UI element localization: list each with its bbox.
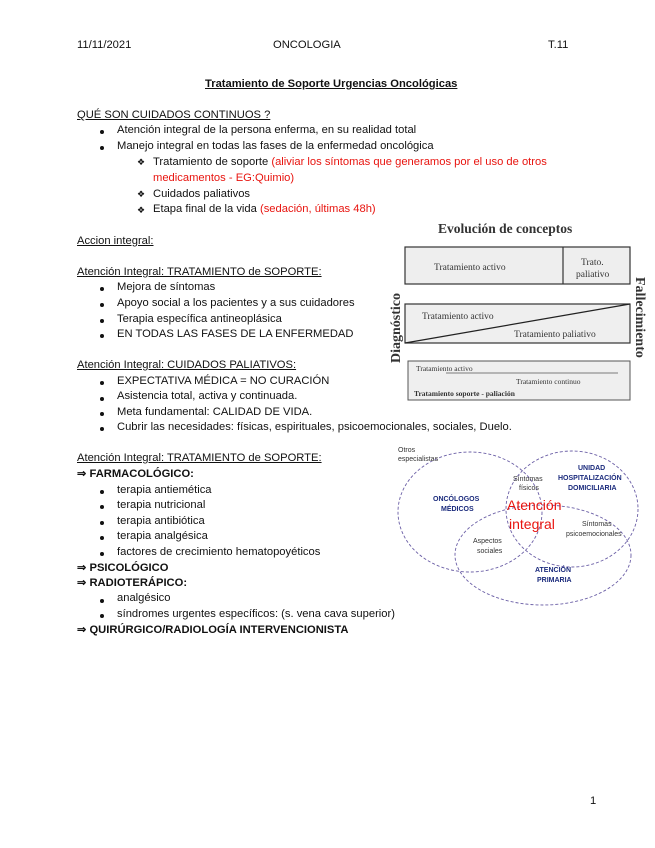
venn-oncologos: ONCÓLOGOS (433, 496, 480, 503)
sub-list-item: Cuidados paliativos (153, 188, 251, 200)
diagnostico-label: Diagnóstico (389, 293, 404, 363)
bullet (100, 536, 104, 540)
list-item: terapia analgésica (117, 530, 208, 542)
bullet (100, 130, 104, 134)
list-item: factores de crecimiento hematopoyéticos (117, 546, 321, 558)
bullet (100, 397, 104, 401)
bullet (100, 599, 104, 603)
bullet (100, 505, 104, 509)
psicologico-heading: ⇒ PSICOLÓGICO (77, 562, 169, 574)
box2-label-activo: Tratamiento activo (422, 312, 494, 322)
venn-otros: Otros (398, 447, 416, 454)
venn-psico-1: Síntomas (582, 521, 612, 528)
bullet (100, 412, 104, 416)
bullet (100, 319, 104, 323)
venn-unidad-3: DOMICILIARIA (568, 485, 617, 492)
venn-medicos: MÉDICOS (441, 506, 474, 513)
list-item: EXPECTATIVA MÉDICA = NO CURACIÓN (117, 375, 330, 387)
venn-integral: integral (509, 516, 555, 532)
header-subject: ONCOLOGIA (273, 39, 341, 51)
list-item: analgésico (117, 592, 171, 604)
list-item: Meta fundamental: CALIDAD DE VIDA. (117, 406, 313, 418)
box3-label-soporte: Tratamiento soporte - paliación (414, 389, 515, 398)
bullet (100, 287, 104, 291)
box1-label-activo: Tratamiento activo (434, 263, 506, 273)
venn-primaria-1: ATENCIÓN (535, 567, 572, 574)
venn-unidad-1: UNIDAD (578, 465, 606, 472)
bullet (100, 521, 104, 525)
box1-label-paliativo-1: Trato. (581, 258, 604, 268)
diamond-bullet-icon: ❖ (137, 157, 146, 167)
venn-aspectos-2: sociales (477, 548, 503, 555)
accion-integral-heading: Accion integral: (77, 235, 154, 247)
farmacologico-heading: ⇒ FARMACOLÓGICO: (77, 468, 194, 480)
quirurgico-heading: ⇒ QUIRÚRGICO/RADIOLOGÍA INTERVENCIONISTA (77, 624, 349, 636)
bullet (100, 614, 104, 618)
diamond-bullet-icon: ❖ (137, 189, 146, 199)
list-item: Asistencia total, activa y continuada. (117, 390, 298, 402)
bullet (100, 427, 104, 431)
list-item: síndromes urgentes específicos: (s. vena cava superior) (117, 608, 395, 620)
list-item: EN TODAS LAS FASES DE LA ENFERMEDAD (117, 328, 354, 340)
venn-unidad-2: HOSPITALIZACIÓN (558, 475, 622, 482)
list-item: terapia antiemética (117, 484, 212, 496)
list-item: Apoyo social a los pacientes y a sus cuidadores (117, 297, 355, 309)
box2-label-paliativo: Tratamiento paliativo (514, 330, 596, 340)
bullet (100, 381, 104, 385)
list-item: terapia nutricional (117, 499, 206, 511)
bullet (100, 334, 104, 338)
box3-label-continuo: Tratamiento continuo (516, 377, 581, 386)
section-cuidados-continuos-heading: QUÉ SON CUIDADOS CONTINUOS ? (77, 109, 271, 121)
box1-label-paliativo-2: paliativo (576, 270, 610, 280)
diagram-title: Evolución de conceptos (438, 221, 573, 236)
sub-list-item-note: medicamentos - EG:Quimio) (153, 172, 295, 184)
venn-sintomas-fisicos-2: físicos (519, 485, 539, 492)
list-item: Mejora de síntomas (117, 281, 216, 293)
bullet (100, 552, 104, 556)
box3-label-activo: Tratamiento activo (416, 364, 473, 373)
list-item: Atención integral de la persona enferma, en su realidad total (117, 124, 417, 136)
venn-atencion: Atención (507, 497, 562, 513)
paliativos-heading: Atención Integral: CUIDADOS PALIATIVOS: (77, 359, 297, 371)
venn-atencion-integral-diagram (395, 442, 645, 612)
evolucion-conceptos-diagram (378, 215, 655, 410)
diamond-bullet-icon: ❖ (137, 205, 146, 215)
list-item: Manejo integral en todas las fases de la enfermedad oncológica (117, 140, 434, 152)
bullet (100, 146, 104, 150)
venn-aspectos-1: Aspectos (473, 538, 502, 545)
sub-list-item: Etapa final de la vida (sedación, últimas 48h) (153, 203, 376, 215)
sub-list-item: Tratamiento de soporte (aliviar los síntomas que generamos por el uso de otros (153, 156, 547, 168)
venn-sintomas-fisicos-1: Síntomas (513, 476, 543, 483)
soporte2-heading: Atención Integral: TRATAMIENTO de SOPORTE: (77, 452, 322, 464)
venn-especialistas: especialistas (398, 456, 439, 463)
fallecimiento-label: Fallecimiento (632, 277, 647, 358)
bullet (100, 490, 104, 494)
page-title: Tratamiento de Soporte Urgencias Oncológicas (205, 78, 458, 90)
list-item: terapia antibiótica (117, 515, 205, 527)
bullet (100, 303, 104, 307)
soporte-heading: Atención Integral: TRATAMIENTO de SOPORTE: (77, 266, 322, 278)
page-number: 1 (590, 795, 597, 807)
venn-primaria-2: PRIMARIA (537, 577, 572, 584)
list-item: Cubrir las necesidades: físicas, espirituales, psicoemocionales, sociales, Duelo. (117, 421, 512, 433)
header-date: 11/11/2021 (77, 39, 132, 51)
list-item: Terapia específica antineoplásica (117, 313, 282, 325)
radioterapico-heading: ⇒ RADIOTERÁPICO: (77, 577, 188, 589)
venn-psico-2: psicoemocionales (566, 531, 622, 538)
header-topic: T.11 (548, 39, 569, 51)
